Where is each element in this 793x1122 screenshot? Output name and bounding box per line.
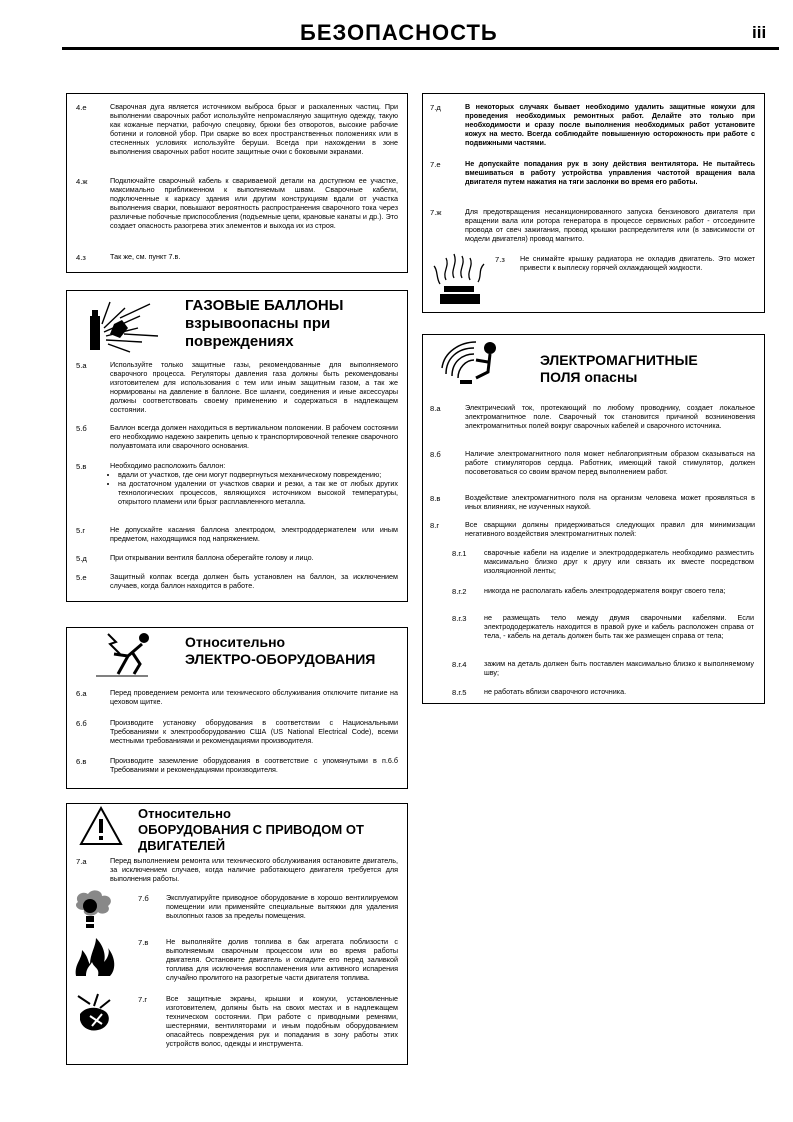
header-rule — [62, 47, 779, 50]
item-number: 8.г — [430, 521, 440, 530]
item-text: Не допускайте касания баллона электродом, электрододержателем или иным предметом, находящимся под напряжением. — [110, 525, 398, 543]
item-text: зажим на деталь должен быть поставлен максимально близко к выполняемому шву; — [484, 659, 754, 677]
item-text: Не снимайте крышку радиатора не охладив двигатель. Это может привести к выплеску горячей охлаждающей жидкости. — [520, 254, 755, 272]
item-text: Сварочная дуга является источником выброса брызг и раскаленных частиц. При выполнении сварочных работ используйте непромасляную защитную одежду, такую как кожаные перчатки, рабочую спецовку, брюки без отворотов, высокие рабочие ботинки и головной убор. При сварке во всех пространственных положениях или в стесненных условиях используйте беруши. Всегда при нахождении в зоне выполнения сварочных работ носите защитные очки с боковыми экранами. — [110, 102, 398, 156]
item-number: 4.ж — [76, 177, 88, 186]
item-number: 7.з — [495, 255, 505, 264]
bullet-item: • на достаточном удалении от участков сварки и резки, а так же от любых других технологических процессов, являющихся источником высокой температуры, открытого пламени или брызг расплавленного металла. — [118, 480, 398, 507]
item-number: 8.в — [430, 494, 441, 503]
item-text: В некоторых случаях бывает необходимо удалить защитные кожухи для проведения необходимых ремонтных работ. Делайте это только при необходимости и сразу после выполнения необходимых работ установите кожух на место. Всегда соблюдайте повышенную осторожность при работе с подвижными частями. — [465, 102, 755, 147]
item-number: 7.в — [138, 938, 149, 947]
item-number: 5.в — [76, 462, 87, 471]
bullet-item: • вдали от участков, где они могут подвергнуться механическому повреждению; — [118, 471, 398, 480]
item-number: 7.г — [138, 995, 148, 1004]
item-number: 6.б — [76, 719, 87, 728]
engine-exhaust-icon — [72, 888, 116, 934]
item-text — [110, 462, 398, 507]
section-7-title-1: Относительно — [138, 806, 231, 821]
section-5-title-2: взрывоопасны при — [185, 315, 331, 332]
item-number: 8.г.2 — [452, 587, 467, 596]
moving-parts-hand-icon — [72, 990, 118, 1034]
fire-icon — [72, 936, 116, 980]
item-number: 7.ж — [430, 208, 442, 217]
item-text: Перед выполнением ремонта или технического обслуживания остановите двигатель, за исключением случаев, когда наличие работающего двигателя требуется для выполнения работы. — [110, 856, 398, 883]
item-text: Воздействие электромагнитного поля на организм человека может проявляться в иных влияниях, не изученных наукой. — [465, 493, 755, 511]
item-text: При открывании вентиля баллона оберегайте голову и лицо. — [110, 553, 314, 562]
item-text: Эксплуатируйте приводное оборудование в хорошо вентилируемом помещении или применяйте специальные вытяжки для удаления выхлопных газов за пределы помещения. — [166, 893, 398, 920]
item-text: Электрический ток, протекающий по любому проводнику, создает локальное электромагнитное поле. Сварочный ток становится причиной возникновения электромагнитных полей вокруг сварочных кабелей и сварочного источника. — [465, 403, 755, 430]
item-text: Производите установку оборудования в соответствии с Национальными Требованиями к электрооборудованию США (US National Electrical Code), всеми местными требованиями и рекомендациями производителя. — [110, 718, 398, 745]
item-text: Все защитные экраны, крышки и кожухи, установленные изготовителем, должны быть на своих местах и в надлежащем техническом состоянии. При работе с приводными ремнями, шестернями, вентиляторами и иным подобным оборудованием опасайтесь повреждения рук и попадания в зону работы этих устройств волос, одежды и инструмента. — [166, 994, 398, 1048]
item-number: 7.д — [430, 103, 441, 112]
section-5-title-3: повреждениях — [185, 333, 294, 350]
item-number: 7.а — [76, 857, 87, 866]
item-number: 6.а — [76, 689, 87, 698]
item-number: 8.г.1 — [452, 549, 467, 558]
electromagnetic-field-icon — [440, 338, 510, 388]
item-number: 8.а — [430, 404, 441, 413]
item-text: Защитный колпак всегда должен быть установлен на баллон, за исключением случаев, когда баллон находится в работе. — [110, 572, 398, 590]
page-number: iii — [752, 23, 767, 42]
warning-triangle-icon — [78, 805, 124, 847]
section-8-title-2: ПОЛЯ опасны — [540, 369, 638, 385]
item-number: 5.г — [76, 526, 86, 535]
item-number: 8.б — [430, 450, 441, 459]
item-text: Так же, см. пункт 7.в. — [110, 252, 181, 261]
item-number: 7.б — [138, 894, 149, 903]
item-text: Для предотвращения несанкционированного запуска бензинового двигателя при вращении вала или ротора генератора в процессе сервисных работ - отсоедините провода от свеч зажигания, провод крышки распределителя или (в зависимости от модели двигателя) провод магнито. — [465, 207, 755, 243]
item-number: 5.а — [76, 361, 87, 370]
item-text: не работать вблизи сварочного источника. — [484, 687, 627, 696]
item-lead: Необходимо расположить баллон: — [110, 461, 226, 470]
item-text: Подключайте сварочный кабель к свариваемой детали на доступном ее участке, максимально приближенном к выполняемым швам. Сварочные кабели, подключенные к каркасу здания или другим конструкциям вдали от участка выполнения сварки, повышают вероятность распространения сварочного тока через различные побочные приспособления (подъемные цепи, крановые канаты и др.). Это создает опасность разогрева этих элементов и выхода их из строя. — [110, 176, 398, 230]
page-title: БЕЗОПАСНОСТЬ — [300, 20, 498, 45]
item-number: 6.в — [76, 757, 87, 766]
item-text: Используйте только защитные газы, рекомендованные для выполняемого сварочного процесса. Регуляторы давления газа должны быть рекомендованы изготовителем для использования с тем или иным защитным газом, а так же нормированы на давление в баллоне. Все шланги, соединения и иные аксессуары должны соответствовать своему применению и содержаться в надлежащем состоянии. — [110, 360, 398, 414]
section-5-title-1: ГАЗОВЫЕ БАЛЛОНЫ — [185, 297, 344, 314]
item-text: сварочные кабели на изделие и электрододержатель необходимо разместить максимально близко друг к другу или связать их вместе посредством изоляционной ленты; — [484, 548, 754, 575]
item-text: Наличие электромагнитного поля может неблагоприятным образом сказываться на работе стимуляторов сердца. Работник, имеющий такой стимулятор, должен посоветоваться со своим врачом перед выполнением работ. — [465, 449, 755, 476]
item-number: 5.б — [76, 424, 87, 433]
item-number: 4.е — [76, 103, 87, 112]
item-text: Перед проведением ремонта или технического обслуживания отключите питание на цеховом щитке. — [110, 688, 398, 706]
section-8-box — [422, 334, 765, 704]
electric-shock-icon — [88, 630, 158, 680]
item-number: 7.е — [430, 160, 441, 169]
item-text: никогда не располагать кабель электрододержателя вокруг своего тела; — [484, 586, 726, 595]
item-text: не размещать тело между двумя сварочными кабелями. Если электрододержатель находится в правой руке и кабель расположен справа от тела, - кабель на деталь должен быть так же размещен справа от тела; — [484, 613, 754, 640]
section-8-title-1: ЭЛЕКТРОМАГНИТНЫЕ — [540, 352, 698, 368]
item-text: Все сварщики должны придерживаться следующих правил для минимизации негативного воздействия электромагнитных полей: — [465, 520, 755, 538]
item-number: 8.г.5 — [452, 688, 467, 697]
item-number: 5.д — [76, 554, 87, 563]
item-text: Производите заземление оборудования в соответствие с упомянутыми в п.6.б Требованиями и рекомендациями производителя. — [110, 756, 398, 774]
item-text: Не допускайте попадания рук в зону действия вентилятора. Не пытайтесь вмешиваться в работу устройства управления частотой вращения вала двигателя путем нажатия на тяги заслонки во время его работы. — [465, 159, 755, 186]
item-number: 8.г.4 — [452, 660, 467, 669]
radiator-steam-icon — [432, 250, 490, 306]
item-number: 4.з — [76, 253, 86, 262]
item-text: Баллон всегда должен находиться в вертикальном положении. В рабочем состоянии его необходимо надежно закрепить цепью к транспортировочной тележке сварочного полуавтомата или сварочного основания. — [110, 423, 398, 450]
section-7-title-2: ОБОРУДОВАНИЯ С ПРИВОДОМ ОТ — [138, 822, 364, 837]
gas-cylinder-explosion-icon — [80, 298, 170, 353]
item-number: 5.е — [76, 573, 87, 582]
item-number: 8.г.3 — [452, 614, 467, 623]
item-text: Не выполняйте долив топлива в бак агрегата поблизости с выполняемым сварочным процессом или во время работы двигателя. Остановите двигатель и охладите его перед заливкой топлива для исключения воспламенения или активного испарения случайно пролитого на разогретые части двигателя топлива. — [166, 937, 398, 982]
section-7-title-3: ДВИГАТЕЛЕЙ — [138, 838, 226, 853]
section-6-title-2: ЭЛЕКТРО-ОБОРУДОВАНИЯ — [185, 651, 376, 667]
section-6-title-1: Относительно — [185, 634, 286, 650]
